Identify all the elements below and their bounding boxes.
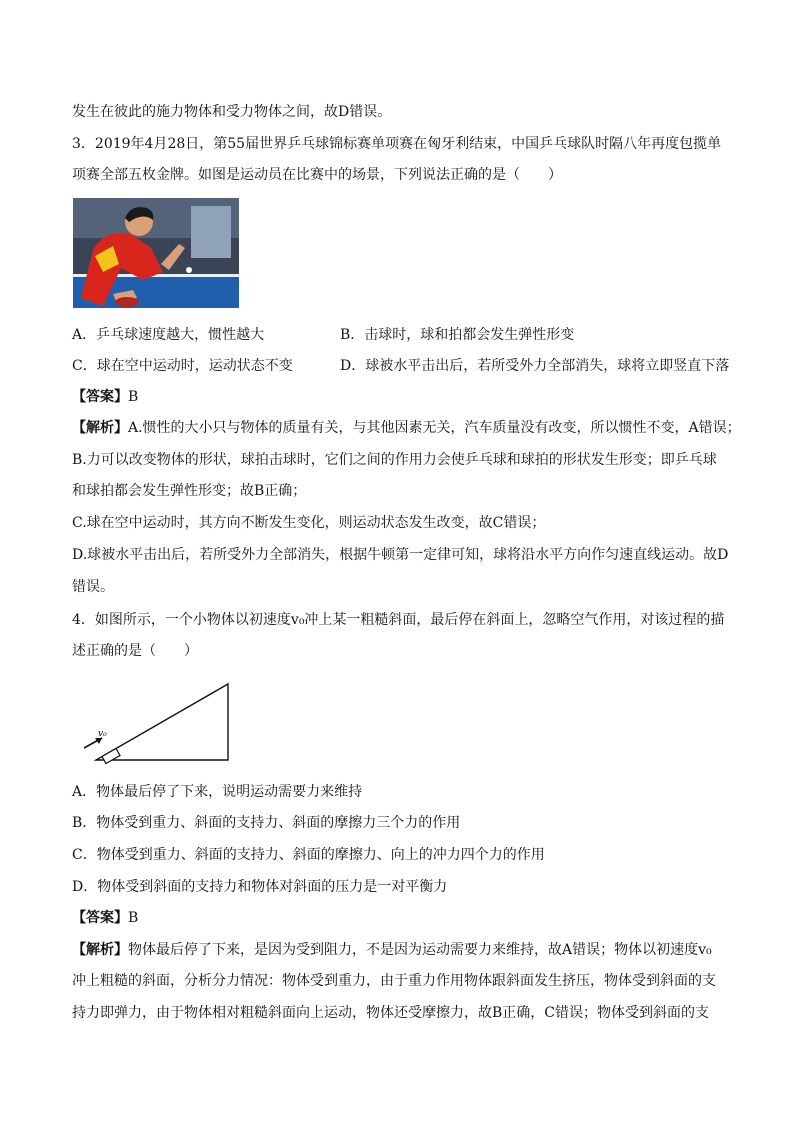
q4-option-a: A．物体最后停了下来，说明运动需要力来维持 bbox=[72, 784, 363, 800]
q4-analysis-label: 【解析】 bbox=[72, 942, 128, 958]
q3-analysis-label: 【解析】 bbox=[72, 420, 128, 436]
q3-stem-line1: 3．2019年4月28日，第55届世界乒乓球锦标赛单项赛在匈牙利结束，中国乒乓球队时隔八年再度包揽单 bbox=[72, 136, 722, 152]
q4-option-b: B．物体受到重力、斜面的支持力、斜面的摩擦力三个力的作用 bbox=[72, 815, 461, 831]
q4-analysis-line2: 冲上粗糙的斜面，分析分力情况：物体受到重力，由于重力作用物体跟斜面发生挤压，物体受到斜面的支 bbox=[72, 973, 716, 989]
incline-figure bbox=[78, 678, 238, 768]
q3-option-b: B．击球时，球和拍都会发生弹性形变 bbox=[340, 327, 575, 343]
incline-diagram bbox=[78, 678, 238, 768]
q3-option-a: A．乒乓球速度越大，惯性越大 bbox=[72, 327, 265, 343]
q4-stem-line1: 4．如图所示，一个小物体以初速度v₀冲上某一粗糙斜面，最后停在斜面上，忽略空气作用，对该过程的描 bbox=[72, 612, 725, 628]
q3-analysis-line6: 错误。 bbox=[72, 579, 114, 595]
q3-stem-line2: 项赛全部五枚金牌。如图是运动员在比赛中的场景，下列说法正确的是（ ） bbox=[72, 167, 562, 183]
table-tennis-photo bbox=[73, 198, 239, 308]
q4-analysis-line3: 持力即弹力，由于物体相对粗糙斜面向上运动，物体还受摩擦力，故B正确，C错误；物体受到斜面的支 bbox=[72, 1005, 709, 1021]
q4-answer bbox=[72, 908, 138, 928]
q3-analysis-line2: B.力可以改变物体的形状，球拍击球时，它们之间的作用力会使乒乓球和球拍的形状发生形变；即乒乓球 bbox=[72, 452, 717, 468]
q2-tail-text: 发生在彼此的施力物体和受力物体之间，故D错误。 bbox=[72, 104, 392, 120]
q4-analysis-text1: 物体最后停了下来，是因为受到阻力，不是因为运动需要力来维持，故A错误；物体以初速度v₀ bbox=[128, 942, 712, 958]
q3-analysis-text1: A.惯性的大小只与物体的质量有关，与其他因素无关，汽车质量没有改变，所以惯性不变，A错误； bbox=[128, 420, 741, 436]
table-tennis-player-image bbox=[73, 198, 239, 308]
q3-answer-label: 【答案】 bbox=[72, 389, 128, 405]
q3-analysis-line1 bbox=[72, 418, 741, 438]
q4-stem-line2: 述正确的是（ ） bbox=[72, 643, 198, 659]
q3-option-c: C．球在空中运动时，运动状态不变 bbox=[72, 358, 293, 374]
q3-analysis-line3: 和球拍都会发生弹性形变；故B正确； bbox=[72, 483, 307, 499]
q4-answer-label: 【答案】 bbox=[72, 910, 128, 926]
q3-answer-value: B bbox=[128, 389, 139, 405]
q3-answer bbox=[72, 387, 138, 407]
q3-option-d: D．球被水平击出后，若所受外力全部消失，球将立即竖直下落 bbox=[340, 358, 730, 374]
v0-label: v₀ bbox=[98, 729, 107, 739]
q4-option-d: D．物体受到斜面的支持力和物体对斜面的压力是一对平衡力 bbox=[72, 879, 448, 895]
q4-answer-value: B bbox=[128, 910, 139, 926]
block bbox=[102, 749, 120, 764]
q3-analysis-line5: D.球被水平击出后，若所受外力全部消失，根据牛顿第一定律可知，球将沿水平方向作匀速直线运动。故D bbox=[72, 547, 729, 563]
q3-analysis-line4: C.球在空中运动时，其方向不断发生变化，则运动状态发生改变，故C错误； bbox=[72, 515, 546, 531]
q4-analysis-line1 bbox=[72, 940, 712, 960]
q4-option-c: C．物体受到重力、斜面的支持力、斜面的摩擦力、向上的冲力四个力的作用 bbox=[72, 847, 545, 863]
